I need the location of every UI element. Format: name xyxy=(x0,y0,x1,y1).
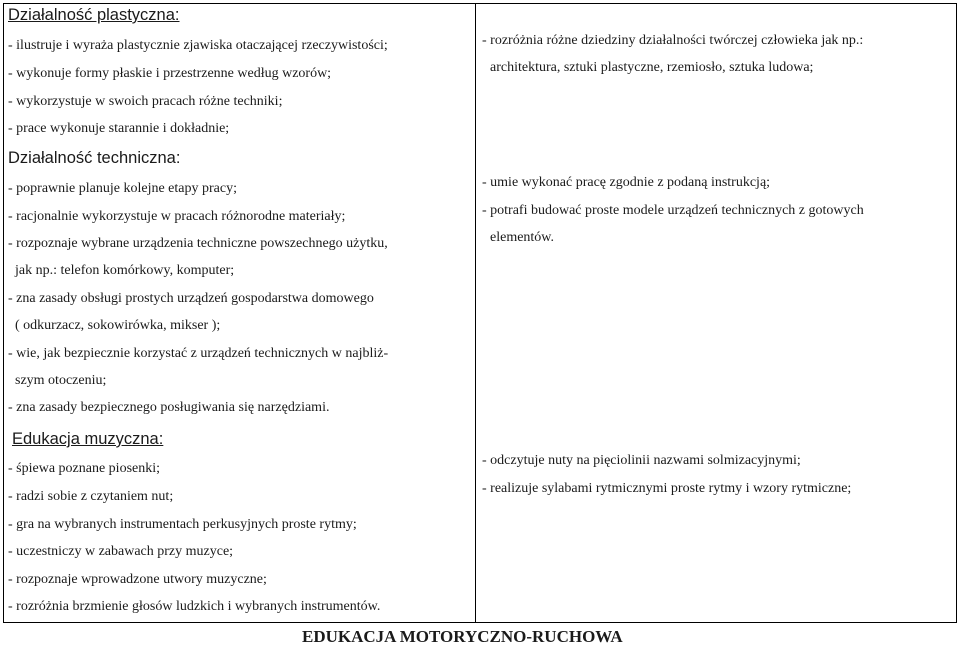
art-extra-2: architektura, sztuki plastyczne, rzemiosło, sztuka ludowa; xyxy=(490,60,814,75)
art-item-3: - wykorzystuje w swoich pracach różne techniki; xyxy=(8,94,283,109)
tech-extra-2-cont: elementów. xyxy=(490,230,555,245)
table-bottom-border xyxy=(3,622,957,623)
section-heading-motor: EDUKACJA MOTORYCZNO-RUCHOWA xyxy=(302,627,623,646)
music-item-3: - gra na wybranych instrumentach perkusyjnych proste rytmy; xyxy=(8,517,357,532)
column-divider xyxy=(475,3,476,623)
tech-item-3-cont: jak np.: telefon komórkowy, komputer; xyxy=(15,263,235,278)
tech-item-3: - rozpoznaje wybrane urządzenia techniczne powszechnego użytku, xyxy=(8,236,388,251)
art-item-1: - ilustruje i wyraża plastycznie zjawiska otaczającej rzeczywistości; xyxy=(8,38,388,53)
music-item-1: - śpiewa poznane piosenki; xyxy=(8,461,161,476)
tech-item-1: - poprawnie planuje kolejne etapy pracy; xyxy=(8,181,237,196)
tech-item-6: - zna zasady bezpiecznego posługiwania się narzędziami. xyxy=(8,400,330,415)
art-extra-1: - rozróżnia różne dziedziny działalności twórczej człowieka jak np.: xyxy=(482,33,864,48)
music-item-6: - rozróżnia brzmienie głosów ludzkich i wybranych instrumentów. xyxy=(8,599,381,614)
tech-item-4: - zna zasady obsługi prostych urządzeń gospodarstwa domowego xyxy=(8,291,374,306)
art-item-4: - prace wykonuje starannie i dokładnie; xyxy=(8,121,230,136)
section-heading-art: Działalność plastyczna: xyxy=(8,6,180,24)
table-left-border xyxy=(3,3,4,623)
tech-item-5-cont: szym otoczeniu; xyxy=(15,373,107,388)
tech-item-4-cont: ( odkurzacz, sokowirówka, mikser ); xyxy=(15,318,221,333)
tech-extra-2: - potrafi budować proste modele urządzeń technicznych z gotowych xyxy=(482,203,864,218)
section-heading-music: Edukacja muzyczna: xyxy=(12,430,164,448)
music-item-5: - rozpoznaje wprowadzone utwory muzyczne; xyxy=(8,572,267,587)
music-item-4: - uczestniczy w zabawach przy muzyce; xyxy=(8,544,234,559)
art-item-2: - wykonuje formy płaskie i przestrzenne według wzorów; xyxy=(8,66,332,81)
tech-item-2: - racjonalnie wykorzystuje w pracach różnorodne materiały; xyxy=(8,209,346,224)
music-extra-1: - odczytuje nuty na pięciolinii nazwami solmizacyjnymi; xyxy=(482,453,801,468)
music-extra-2: - realizuje sylabami rytmicznymi proste rytmy i wzory rytmiczne; xyxy=(482,481,852,496)
music-item-2: - radzi sobie z czytaniem nut; xyxy=(8,489,174,504)
section-heading-technical: Działalność techniczna: xyxy=(8,149,181,167)
table-right-border xyxy=(956,3,957,623)
tech-extra-1: - umie wykonać pracę zgodnie z podaną instrukcją; xyxy=(482,175,771,190)
tech-item-5: - wie, jak bezpiecznie korzystać z urządzeń technicznych w najbliż- xyxy=(8,346,389,361)
table-top-border xyxy=(3,3,957,4)
